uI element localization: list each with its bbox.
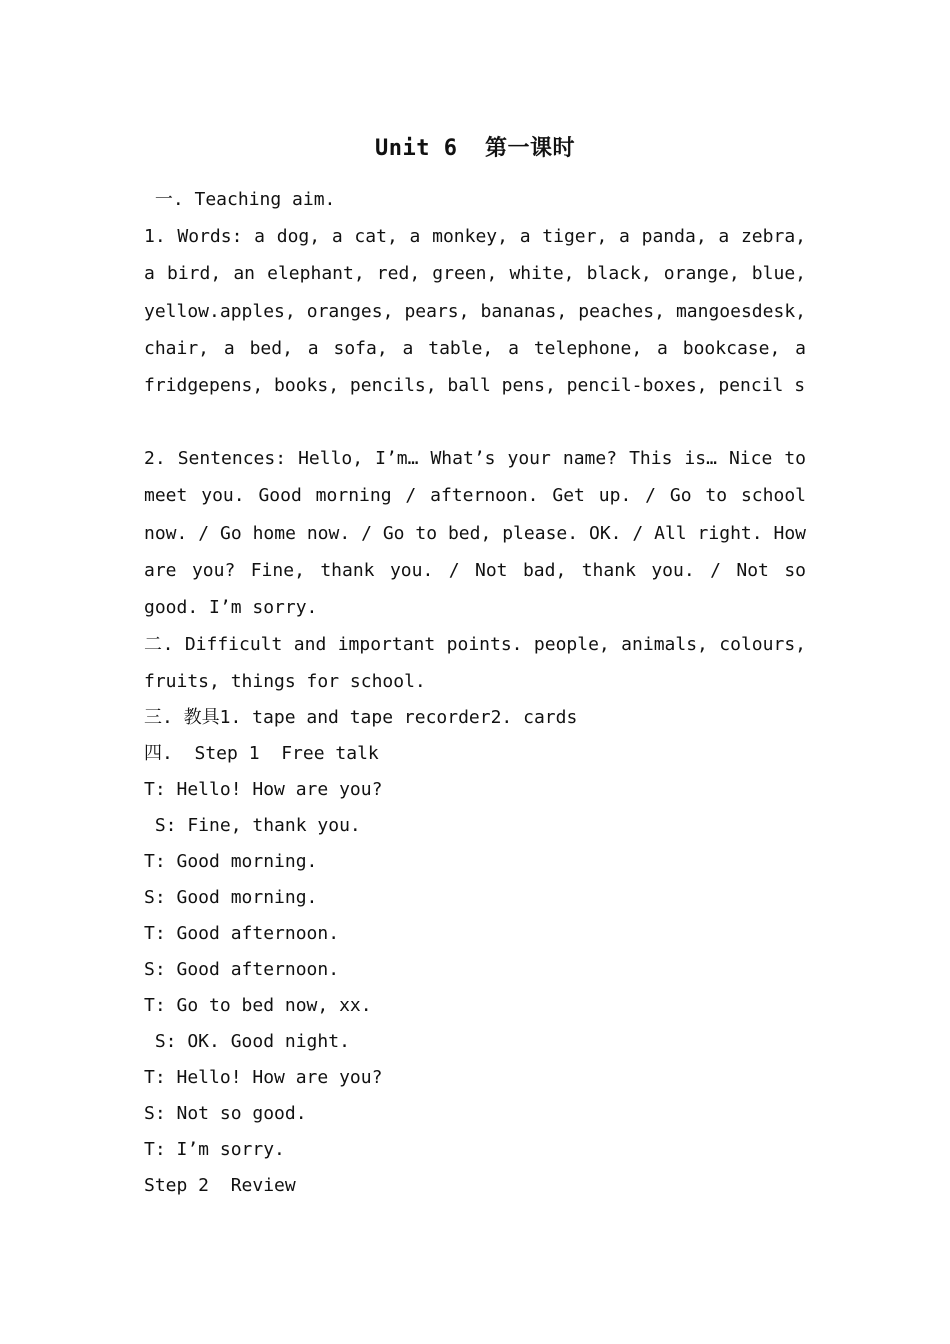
step2-heading: Step 2 Review — [144, 1175, 296, 1196]
page-title: Unit 6 第一课时 — [375, 136, 575, 161]
difficult-points-paragraph: 二. Difficult and important points. people, animals, colours, fruits, things for school. — [144, 634, 806, 693]
dialogue-line: S: Fine, thank you. — [144, 815, 361, 836]
dialogue-line: S: Good morning. — [144, 887, 318, 908]
sentences-paragraph: 2. Sentences: Hello, I’m… What’s your name? This is… Nice to meet you. Good morning / afternoon. Get up. / Go to school now. / Go home now. / Go to bed, please. OK. / All right. How are you? Fine, thank you. / Not bad, thank you. / Not so good. I’m sorry. — [144, 448, 806, 619]
step1-heading: 四. Step 1 Free talk — [144, 743, 379, 764]
dialogue-line: T: Hello! How are you? — [144, 1067, 383, 1088]
section-heading-teaching-aim: 一. Teaching aim. — [144, 189, 336, 210]
dialogue-line: T: Hello! How are you? — [144, 779, 383, 800]
dialogue-line: S: Good afternoon. — [144, 959, 340, 980]
dialogue-line: S: OK. Good night. — [144, 1031, 350, 1052]
dialogue-line: T: Good morning. — [144, 851, 318, 872]
dialogue-line: T: Good afternoon. — [144, 923, 340, 944]
words-paragraph: 1. Words: a dog, a cat, a monkey, a tiger, a panda, a zebra, a bird, an elephant, red, green, white, black, orange, blue, yellow.apples, oranges, pears, bananas, peaches, mangoesdesk, chair, a bed, a sofa, a table, a telephone, a bookcase, a fridgepens, books, pencils, ball pens, pencil-boxes, pencil s — [144, 226, 806, 397]
teaching-aids-line: 三. 教具1. tape and tape recorder2. cards — [144, 707, 578, 728]
dialogue-line: S: Not so good. — [144, 1103, 307, 1124]
dialogue-line: T: Go to bed now, xx. — [144, 995, 372, 1016]
dialogue-line: T: I’m sorry. — [144, 1139, 285, 1160]
